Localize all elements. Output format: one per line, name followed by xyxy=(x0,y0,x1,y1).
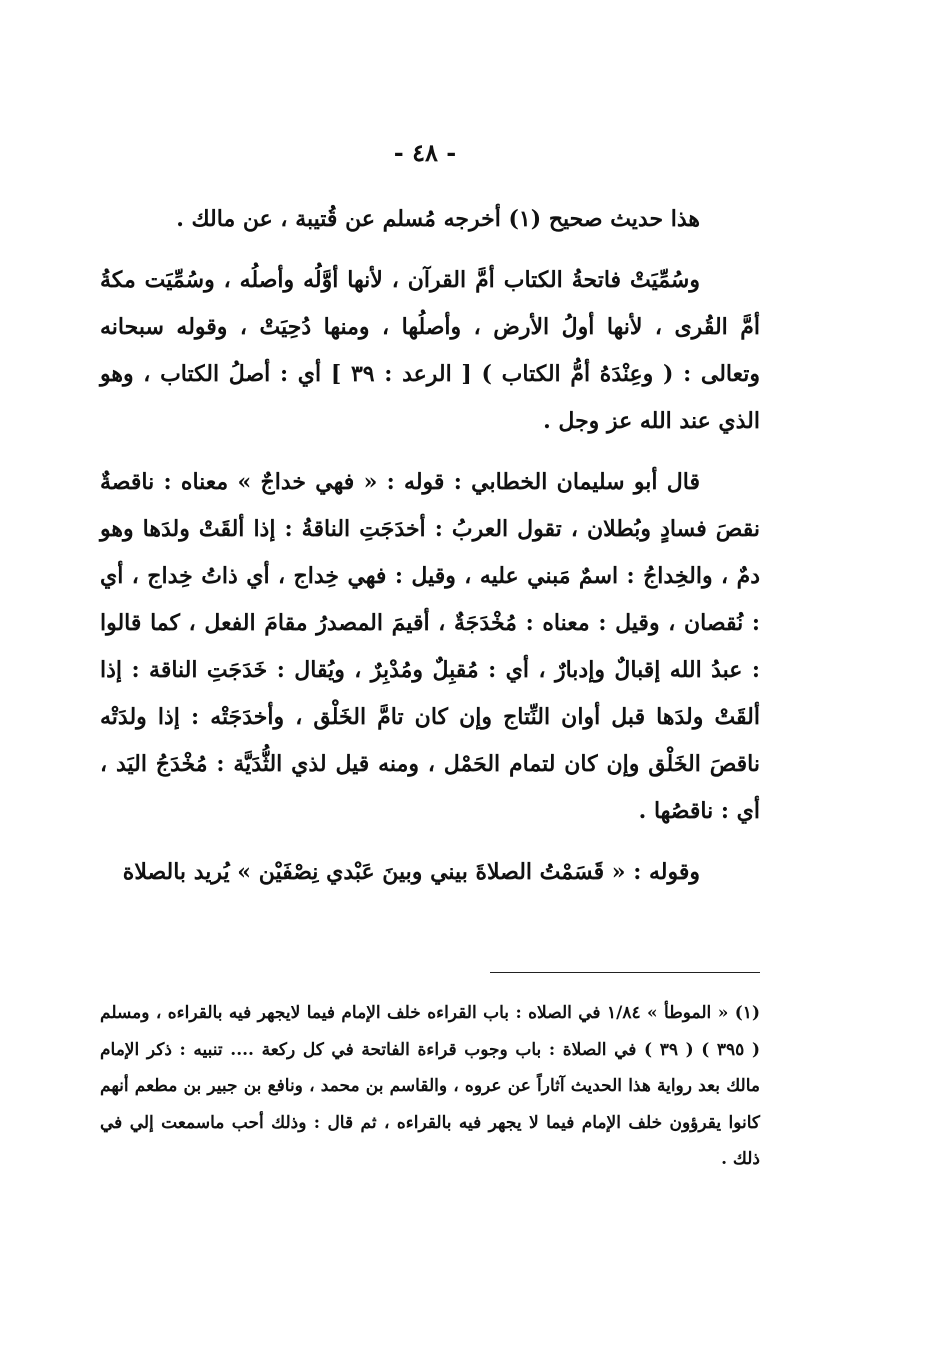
paragraph-qasamtu-salat: وقوله : « قَسَمْتُ الصلاةَ بيني وبينَ عَبْدي نِصْفَيْن » يُريد بالصلاة xyxy=(122,859,700,885)
main-text xyxy=(100,196,760,896)
footnotes xyxy=(100,995,760,1178)
footnote-1: (١) « الموطأ » ١/٨٤ في الصلاه : باب القراءه خلف الإمام فيما لايجهر فيه بالقراءه ، ومسلم ( ٣٩٥ ) ( ٣٩ ) في الصلاة : باب وجوب قراءة الفاتحة في كل ركعة .... تنبيه : ذكر الإمام مالك بعد رواية هذا الحديث آثاراً عن عروه ، والقاسم بن محمد ، ونافع بن جبير بن مطعم أنهم كانوا يقرؤون خلف الإمام فيما لا يجهر فيه بالقراءه ، ثم قال : وذلك أحب ماسمعت إلي في ذلك . xyxy=(100,1003,760,1169)
footnote-divider xyxy=(490,972,760,973)
page-number: - ٤٨ - xyxy=(393,138,457,167)
paragraph-khattabi-khidaj: قال أبو سليمان الخطابي : قوله : « فهي خداجٌ » معناه : ناقصةٌ نقصَ فسادٍ وبُطلان ، تقول العربُ : أخدَجَتِ الناقةُ : إذا ألقَتْ ولدَها وهو دمٌ ، والخِداجُ : اسمٌ مَبني عليه ، وقيل : فهي خِداج ، أي ذاتُ خِداج ، أي : نُقصان ، وقيل : معناه : مُخْدَجَةٌ ، أقيمَ المصدرُ مقامَ الفعل ، كما قالوا : عبدُ الله إقبالٌ وإدبارٌ ، أي : مُقبِلٌ ومُدْبِرٌ ، ويُقال : خَدَجَتِ الناقة : إذا ألقَتْ ولدَها قبل أوان النِّتاج وإن كان تامَّ الخَلْق ، وأخدَجَتْه : إذا ولدَتْه ناقصَ الخَلْق وإن كان لتمام الحَمْل ، ومنه قيل لذي الثُّدَيَّة : مُخْدَجُ اليَد ، أي : ناقصُها . xyxy=(100,469,760,824)
paragraph-hadith-source: هذا حديث صحيح (١) أخرجه مُسلم عن قُتيبة ، عن مالك . xyxy=(176,206,700,232)
paragraph-umm-al-kitab: وسُمِّيَتْ فاتحةُ الكتاب أمَّ القرآن ، لأنها أوَّلُه وأصلُه ، وسُمِّيَت مكةُ أمَّ القُرى ، لأنها أولُ الأرض ، وأصلُها ، ومنها دُحِيَتْ ، وقوله سبحانه وتعالى : ( وعِنْدَهُ أمُّ الكتاب ) [ الرعد : ٣٩ ] أي : أصلُ الكتاب ، وهو الذي عند الله عز وجل . xyxy=(100,267,761,434)
